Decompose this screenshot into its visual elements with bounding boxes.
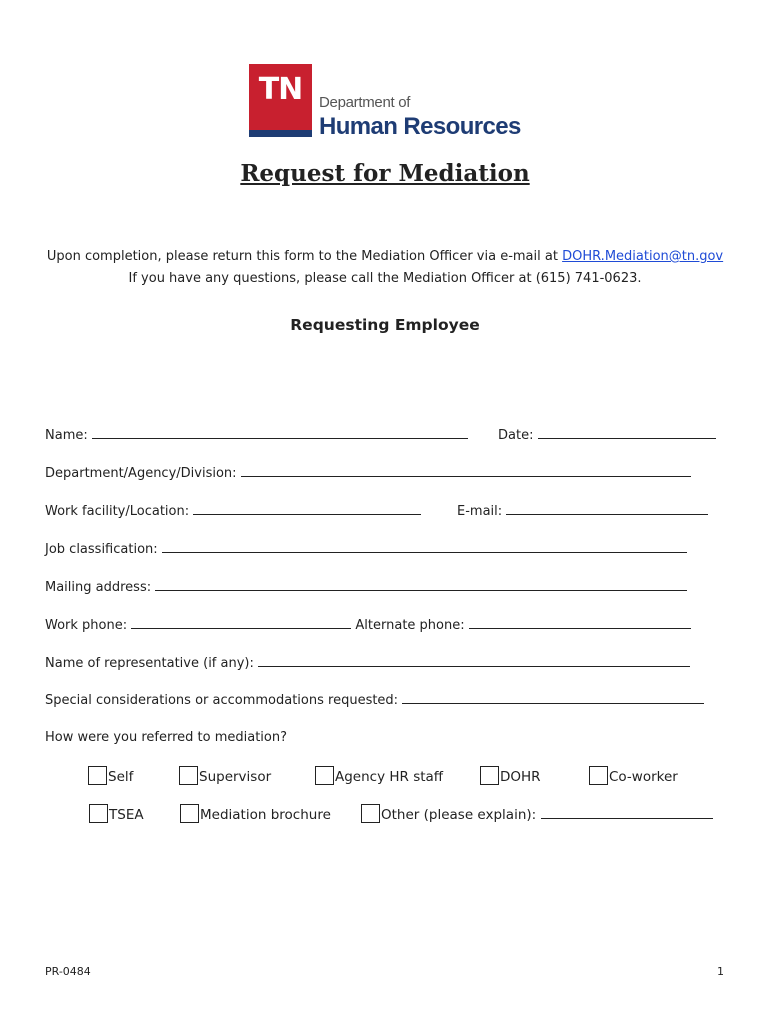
mediation-email-link[interactable]: DOHR.Mediation@tn.gov: [562, 249, 724, 264]
intro-line-2: If you have any questions, please call the Mediation Officer at (615) 741-0623.: [128, 271, 642, 286]
checkbox-tsea[interactable]: [89, 804, 108, 823]
representative-row: [45, 655, 690, 671]
phone-row: [45, 617, 691, 633]
intro-text: Upon completion, please return this form to the Mediation Officer via e-mail at: [46, 249, 563, 264]
date-row: [498, 427, 716, 443]
option-self[interactable]: [88, 766, 133, 785]
mailing-address-row: [45, 579, 687, 595]
work-facility-label: Work facility/Location:: [45, 504, 190, 519]
option-tsea[interactable]: [89, 804, 144, 823]
option-agency-hr-label: Agency HR staff: [335, 769, 444, 785]
special-considerations-field[interactable]: [402, 692, 704, 704]
option-dohr-label: DOHR: [500, 769, 541, 785]
tn-logo-mark: TN: [258, 72, 303, 107]
option-other[interactable]: [361, 804, 713, 823]
work-phone-label: Work phone:: [45, 618, 128, 633]
page-number: 1: [717, 965, 724, 978]
mailing-address-field[interactable]: [155, 579, 687, 591]
option-coworker[interactable]: [589, 766, 678, 785]
representative-field[interactable]: [258, 655, 690, 667]
tn-logo-bar: [249, 130, 312, 137]
work-facility-row: [45, 503, 421, 519]
alternate-phone-field[interactable]: [469, 617, 691, 629]
special-considerations-label: Special considerations or accommodations requested:: [45, 693, 399, 708]
tn-dohr-logo: [249, 64, 539, 140]
name-field[interactable]: [92, 427, 468, 439]
option-supervisor[interactable]: [179, 766, 271, 785]
date-field[interactable]: [538, 427, 716, 439]
work-facility-field[interactable]: [193, 503, 421, 515]
department-field[interactable]: [241, 465, 691, 477]
section-title: Requesting Employee: [290, 316, 480, 334]
job-classification-row: [45, 541, 687, 557]
job-classification-label: Job classification:: [45, 542, 158, 557]
option-coworker-label: Co-worker: [609, 769, 678, 785]
option-supervisor-label: Supervisor: [199, 769, 272, 785]
representative-label: Name of representative (if any):: [45, 656, 254, 671]
checkbox-supervisor[interactable]: [179, 766, 198, 785]
email-row: [457, 503, 708, 519]
other-explain-field[interactable]: [541, 807, 713, 819]
logo-hr-text: Human Resources: [319, 113, 521, 140]
mailing-address-label: Mailing address:: [45, 580, 152, 595]
email-label: E-mail:: [457, 504, 503, 519]
option-self-label: Self: [108, 769, 134, 785]
intro-line-1: [0, 249, 770, 264]
option-agency-hr[interactable]: [315, 766, 443, 785]
email-field[interactable]: [506, 503, 708, 515]
page-title: Request for Mediation: [240, 160, 530, 187]
date-label: Date:: [498, 428, 534, 443]
department-row: [45, 465, 691, 481]
work-phone-field[interactable]: [131, 617, 351, 629]
option-dohr[interactable]: [480, 766, 541, 785]
form-number: PR-0484: [45, 965, 91, 978]
checkbox-dohr[interactable]: [480, 766, 499, 785]
checkbox-agency-hr[interactable]: [315, 766, 334, 785]
special-considerations-row: [45, 692, 704, 708]
department-label: Department/Agency/Division:: [45, 466, 237, 481]
tn-logo-box: [249, 64, 312, 130]
checkbox-other[interactable]: [361, 804, 380, 823]
option-brochure[interactable]: [180, 804, 331, 823]
referral-question: How were you referred to mediation?: [45, 730, 287, 745]
job-classification-field[interactable]: [162, 541, 687, 553]
option-brochure-label: Mediation brochure: [200, 807, 331, 823]
name-label: Name:: [45, 428, 88, 443]
checkbox-coworker[interactable]: [589, 766, 608, 785]
logo-department-text: Department of: [319, 94, 411, 111]
name-row: [45, 427, 468, 443]
option-other-label: Other (please explain):: [381, 807, 537, 823]
option-tsea-label: TSEA: [109, 807, 144, 823]
checkbox-brochure[interactable]: [180, 804, 199, 823]
alternate-phone-label: Alternate phone:: [355, 618, 465, 633]
checkbox-self[interactable]: [88, 766, 107, 785]
